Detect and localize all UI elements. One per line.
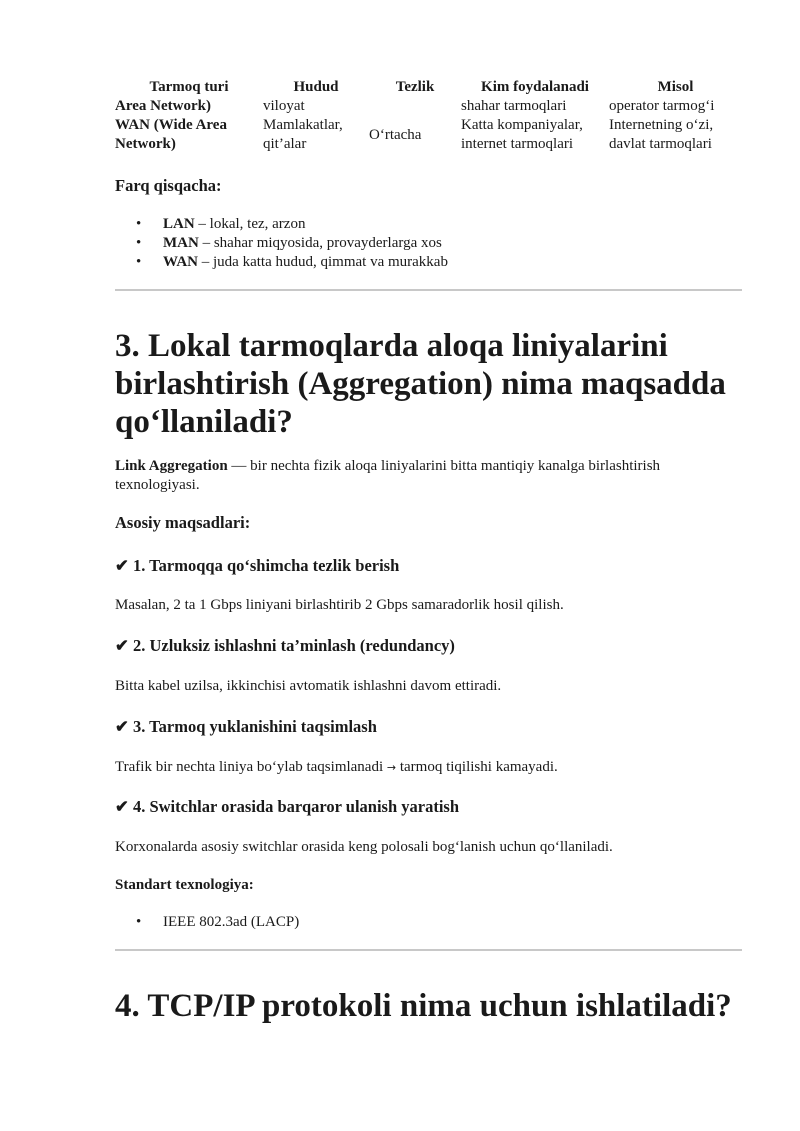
list-item-text: – juda katta hudud, qimmat va murakkab [198,254,448,270]
table-header: Misol [657,79,694,95]
table-cell: shahar tarmoqlari [461,98,567,114]
table-cell [115,116,263,154]
section3-intro [115,457,715,495]
cell-line: Network) [115,136,176,152]
section3-title: 3. Lokal tarmoqlarda aloqa liniyalarini birlashtirish (Aggregation) nima maqsadda qo‘llaniladi? [115,328,726,440]
divider [115,949,742,951]
list-item [163,253,448,272]
list-item-text: – lokal, tez, arzon [194,216,306,232]
goal-text: Korxonalarda asosiy switchlar orasida keng polosali bog‘lanish uchun qo‘llaniladi. [115,839,613,855]
table-cell [461,116,609,154]
table-cell: viloyat [263,98,305,114]
table-header: Kim foydalanadi [481,79,589,95]
network-comparison-table [115,78,742,154]
table-cell: O‘rtacha [369,126,422,143]
standard-list [115,913,299,932]
intro-text: — bir nechta fizik aloqa liniyalarini bitta mantiqiy kanalga birlashtirish texnologiyasi. [115,458,661,493]
list-item: • IEEE 802.3ad (LACP) [163,913,299,932]
cell-line: Mamlakatlar, [263,117,343,133]
standard-heading: Standart texnologiya: [115,877,254,893]
table-header: Tarmoq turi [149,79,229,95]
table-row [115,97,742,116]
list-item [163,215,448,234]
list-item-term: WAN [163,254,199,270]
goal-text: Masalan, 2 ta 1 Gbps liniyani birlashtirib 2 Gbps samaradorlik hosil qilish. [115,597,564,613]
goal-text-part: tarmoq tiqilishi kamayadi. [396,759,558,775]
goal-title: ✔ 4. Switchlar orasida barqaror ulanish yaratish [115,797,460,816]
cell-line: Katta kompaniyalar, [461,117,583,133]
cell-line: Internetning o‘zi, [609,117,714,133]
cell-line: davlat tarmoqlari [609,136,712,152]
list-item-term: MAN [163,235,199,251]
goal-title: ✔ 1. Tarmoqqa qo‘shimcha tezlik berish [115,556,400,575]
goal-text-part: Trafik bir nechta liniya bo‘ylab taqsimlanadi [115,759,387,775]
list-item-text: – shahar miqyosida, provayderlarga xos [198,235,442,251]
farq-heading: Farq qisqacha: [115,176,222,195]
section4-title: 4. TCP/IP protokoli nima uchun ishlatiladi? [115,988,732,1024]
table-cell: operator tarmog‘i [609,98,715,114]
table-cell [609,116,742,154]
cell-line: qit’alar [263,136,307,152]
table-cell [263,116,369,154]
list-item-term: LAN [163,216,195,232]
divider [115,289,742,291]
table-row [115,116,742,154]
table-header: Tezlik [395,79,435,95]
goals-heading: Asosiy maqsadlari: [115,513,251,532]
goal-title: ✔ 3. Tarmoq yuklanishini taqsimlash [115,717,377,736]
table-header: Hudud [293,79,339,95]
table-cell [369,97,461,116]
right-arrow-icon: → [386,761,397,774]
goal-title: ✔ 2. Uzluksiz ishlashni ta’minlash (redundancy) [115,636,455,655]
intro-term: Link Aggregation [115,458,228,474]
goal-text [115,758,715,777]
cell-line: internet tarmoqlari [461,136,574,152]
goal-text: Bitta kabel uzilsa, ikkinchisi avtomatik ishlashni davom ettiradi. [115,678,502,694]
list-item [163,234,448,253]
cell-line: WAN (Wide Area [115,117,227,133]
farq-list [115,215,448,272]
table-cell: Area Network) [115,98,211,114]
table-header-row [115,78,742,97]
